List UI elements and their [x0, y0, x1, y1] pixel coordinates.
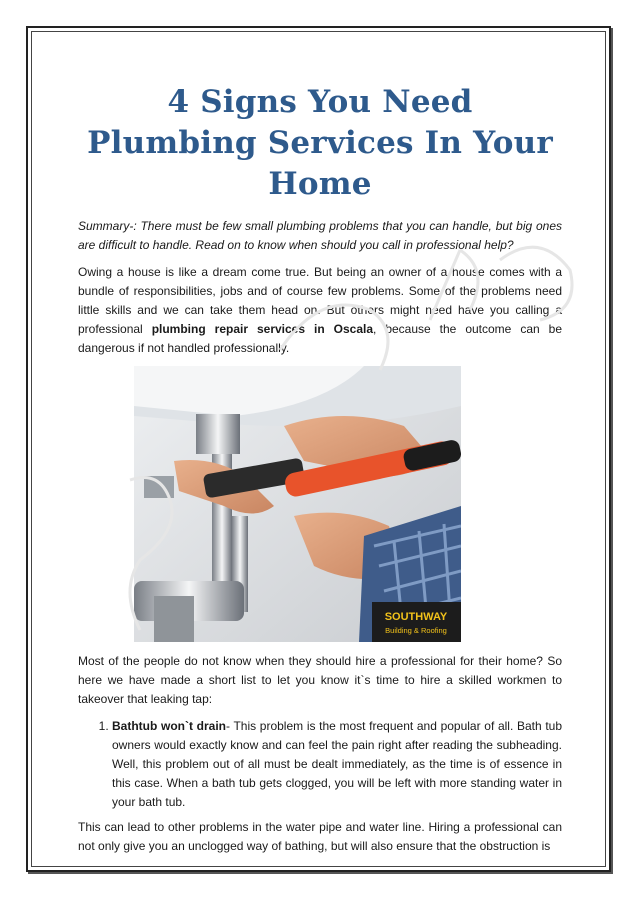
document-title: 4 Signs You Need Plumbing Services In Your Home: [87, 84, 553, 202]
plumbing-photo: [134, 366, 461, 642]
intro-text: Owing a house is like a dream come true. But being an owner of a house comes with a bundle of responsibilities, jobs and of course few problems. Some of the problems need little skills and we can take them head on. But others might need have you calling a professional: [78, 265, 562, 336]
logo-name: SOUTHWAY: [384, 611, 448, 623]
logo-tagline: Building & Roofing: [385, 626, 447, 635]
signs-list: [78, 717, 562, 812]
intro-paragraph: [78, 263, 562, 358]
list-item: [112, 717, 562, 812]
list-intro-paragraph: Most of the people do not know when they should hire a professional for their home? So here we have made a short list to let you know it`s time to hire a skilled workmen to takeover that leaking tap:: [78, 654, 562, 706]
document-body: [78, 82, 562, 864]
intro-text-end: , because the outcome can be dangerous if not handled professionally.: [78, 322, 563, 355]
service-link-text[interactable]: plumbing repair services in Oscala: [151, 322, 374, 336]
summary-text: Summary-: There must be few small plumbing problems that you can handle, but big ones are difficult to handle. Read on to know when should you call in professional help?: [78, 219, 562, 252]
list-item-text: - This problem is the most frequent and popular of all. Bath tub owners would exactly know and can feel the pain right after reading the subheading. Well, this problem out of all must be dealt immediately, as the time is of essence in this case. When a bath tub gets clogged, you will be left with more standing water in your bath tub.: [112, 719, 562, 809]
closing-paragraph: This can lead to other problems in the water pipe and water line. Hiring a professional can not only give you an unclogged way of bathing, but will also ensure that the obstruction is: [78, 820, 562, 853]
list-item-heading: Bathtub won`t drain: [112, 719, 226, 733]
